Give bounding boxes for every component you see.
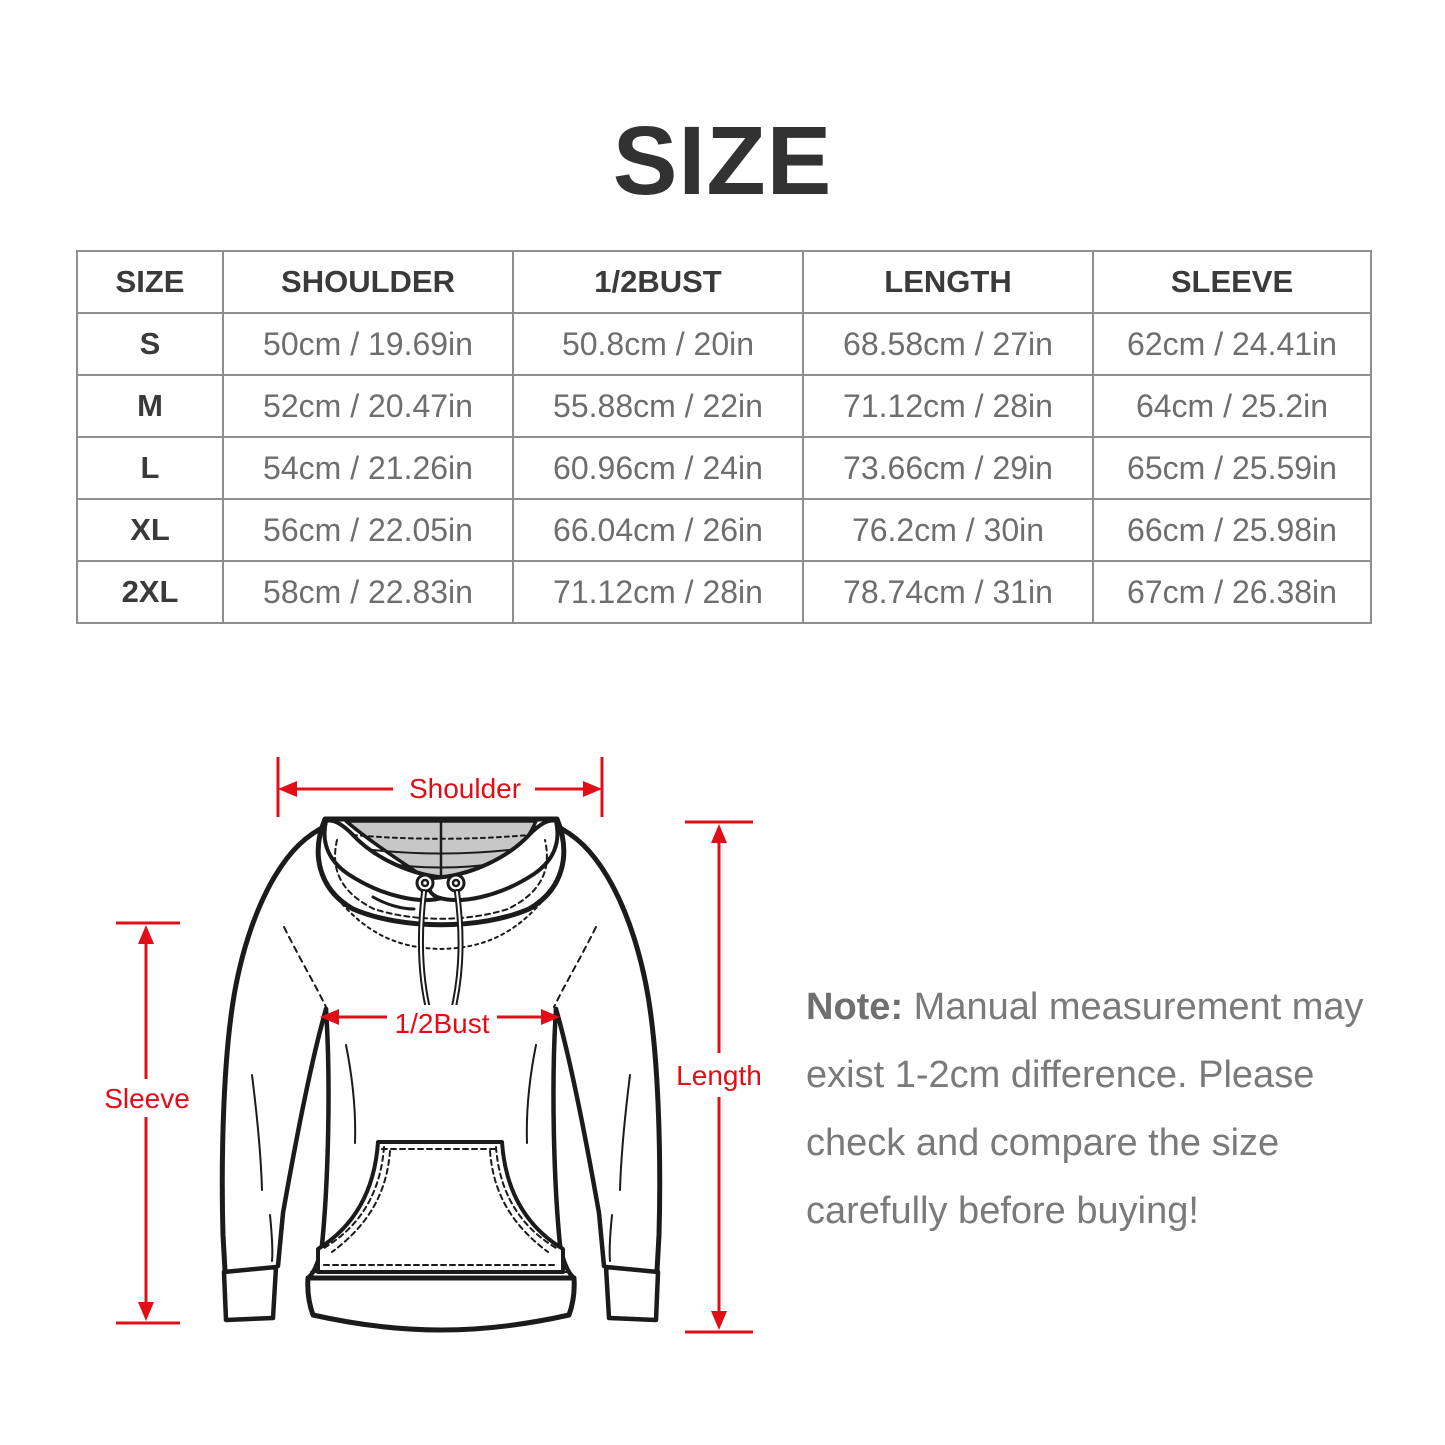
cell-length: 73.66cm / 29in <box>803 437 1093 499</box>
note-line: carefully before buying! <box>806 1190 1199 1232</box>
right-eyelet <box>448 875 464 891</box>
size-table <box>76 250 1372 624</box>
header-shoulder: SHOULDER <box>223 251 513 313</box>
kangaroo-pocket <box>318 1142 563 1272</box>
cell-sleeve: 66cm / 25.98in <box>1093 499 1371 561</box>
shoulder-measurement <box>278 757 602 817</box>
length-label: Length <box>676 1060 762 1091</box>
table-row-s <box>77 313 1371 375</box>
cell-size: M <box>77 375 223 437</box>
cell-shoulder: 56cm / 22.05in <box>223 499 513 561</box>
cell-size: L <box>77 437 223 499</box>
page-title: SIZE <box>612 106 833 215</box>
header-sleeve: SLEEVE <box>1093 251 1371 313</box>
cell-size: 2XL <box>77 561 223 623</box>
sleeve-measurement <box>100 923 196 1323</box>
table-row-l <box>77 437 1371 499</box>
note-line: check and compare the size <box>806 1122 1280 1164</box>
cell-sleeve: 62cm / 24.41in <box>1093 313 1371 375</box>
note-line: exist 1-2cm difference. Please <box>806 1054 1315 1096</box>
cell-bust: 60.96cm / 24in <box>513 437 803 499</box>
table-header-row <box>77 251 1371 313</box>
cell-bust: 55.88cm / 22in <box>513 375 803 437</box>
header-length: LENGTH <box>803 251 1093 313</box>
hoodie-measurement-diagram <box>90 745 830 1365</box>
table-row-m <box>77 375 1371 437</box>
cell-size: S <box>77 313 223 375</box>
hoodie-drawing <box>222 819 659 1330</box>
note-line <box>806 973 1386 1041</box>
note-label: Note: <box>806 986 904 1028</box>
bust-label: 1/2Bust <box>394 1008 490 1039</box>
measurement-note <box>806 973 1386 1245</box>
note-text: Manual measurement may <box>913 986 1364 1028</box>
bust-measurement <box>320 1005 560 1039</box>
cell-bust: 50.8cm / 20in <box>513 313 803 375</box>
length-measurement <box>668 822 770 1332</box>
cell-length: 76.2cm / 30in <box>803 499 1093 561</box>
cell-shoulder: 54cm / 21.26in <box>223 437 513 499</box>
cell-length: 71.12cm / 28in <box>803 375 1093 437</box>
cell-size: XL <box>77 499 223 561</box>
hem-band <box>308 1278 575 1330</box>
cell-shoulder: 52cm / 20.47in <box>223 375 513 437</box>
cell-sleeve: 65cm / 25.59in <box>1093 437 1371 499</box>
cell-length: 78.74cm / 31in <box>803 561 1093 623</box>
table-row-2xl <box>77 561 1371 623</box>
cell-sleeve: 64cm / 25.2in <box>1093 375 1371 437</box>
cell-shoulder: 58cm / 22.83in <box>223 561 513 623</box>
hood <box>318 819 564 1028</box>
cell-bust: 66.04cm / 26in <box>513 499 803 561</box>
left-cuff <box>224 1267 276 1320</box>
shoulder-label: Shoulder <box>408 773 522 804</box>
right-cuff <box>606 1267 658 1320</box>
cell-length: 68.58cm / 27in <box>803 313 1093 375</box>
table-row-xl <box>77 499 1371 561</box>
header-size: SIZE <box>77 251 223 313</box>
sleeve-label: Sleeve <box>104 1083 190 1114</box>
cell-sleeve: 67cm / 26.38in <box>1093 561 1371 623</box>
cell-shoulder: 50cm / 19.69in <box>223 313 513 375</box>
left-eyelet <box>417 875 433 891</box>
header-bust: 1/2BUST <box>513 251 803 313</box>
cell-bust: 71.12cm / 28in <box>513 561 803 623</box>
